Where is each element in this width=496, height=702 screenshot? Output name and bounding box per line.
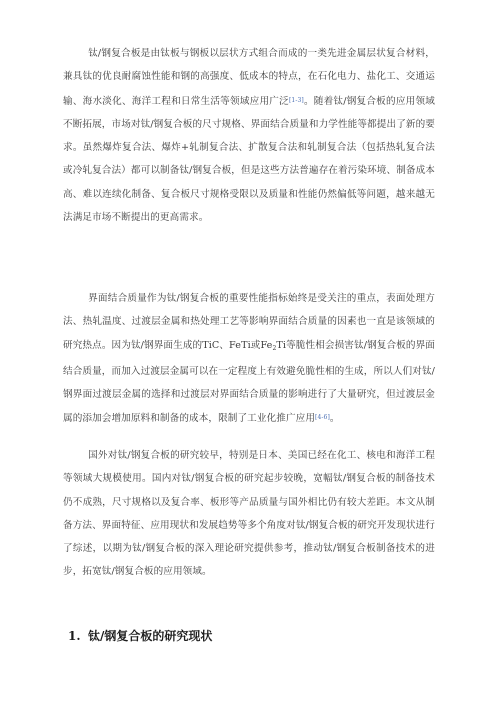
paragraph-2-text-c: 。 bbox=[329, 413, 340, 425]
section-title: 钛/钢复合板的研究现状 bbox=[88, 629, 213, 643]
paragraph-1-text-a: 钛/钢复合板是由钛板与钢板以层状方式组合而成的一类先进金属层状复合材料，兼具钛的优良耐腐蚀性能和钢的高强度、低成本的特点，在石化电力、盐化工、交通运输、海水淡化、海洋工程和日常生活等领域应用广泛 bbox=[63, 48, 435, 107]
paragraph-2-text-a: 界面结合质量作为钛/钢复合板的重要性能指标始终是受关注的重点，表面处理方法、热轧温度、过渡层金属和热处理工艺等影响界面结合质量的因素也一直是该领域的研究热点。因为钛/钢界面生成的TiC、FeTi或Fe bbox=[63, 293, 435, 351]
section-number: 1. bbox=[68, 629, 81, 643]
paragraph-1-text-b: 。随着钛/钢复合板的应用领域不断拓展，市场对钛/钢复合板的尺寸规格、界面结合质量和力学性能等都提出了新的要求。虽然爆炸复合法、爆炸+轧制复合法、扩散复合法和轧制复合法（包括热轧复合法或冷轧复合法）都可以制备钛/钢复合板，但是这些方法普遍存在着污染环境、制备成本高、难以连续化制备、复合板尺寸规格受限以及质量和性能仍然偏低等问题，越来越无法满足市场不断提出的更高需求。 bbox=[63, 95, 435, 224]
paragraph-1 bbox=[63, 42, 435, 229]
subscript-2: 2 bbox=[272, 344, 277, 352]
paragraph-3-text: 国外对钛/钢复合板的研究较早，特别是日本、美国已经在化工、核电和海洋工程等领域大规模使用。国内对钛/钢复合板的研究起步较晚，宽幅钛/钢复合板的制备技术仍不成熟，尺寸规格以及复合率、板形等产品质量与国外相比仍有较大差距。本文从制备方法、界面特征、应用现状和发展趋势等多个角度对钛/钢复合板的研究开发现状进行了综述，以期为钛/钢复合板的深入理论研究提供参考，推动钛/钢复合板制备技术的进步，拓宽钛/钢复合板的应用领域。 bbox=[63, 450, 435, 578]
paragraph-3 bbox=[63, 444, 435, 584]
citation-ref-2[interactable]: [4-6] bbox=[315, 414, 330, 422]
paragraph-2-text-b: Ti等脆性相会损害钛/钢复合板的界面结合质量，而加入过渡层金属可以在一定程度上有效避免脆性相的生成，所以人们对钛/钢界面过渡层金属的选择和过渡层对界面结合质量的影响进行了大量研究，但过渡层金属的添加会增加原料和制备的成本，限制了工业化推广应用 bbox=[63, 339, 435, 425]
citation-ref-1[interactable]: [1-3] bbox=[288, 96, 304, 104]
section-heading bbox=[68, 627, 212, 644]
paragraph-2 bbox=[63, 287, 435, 431]
